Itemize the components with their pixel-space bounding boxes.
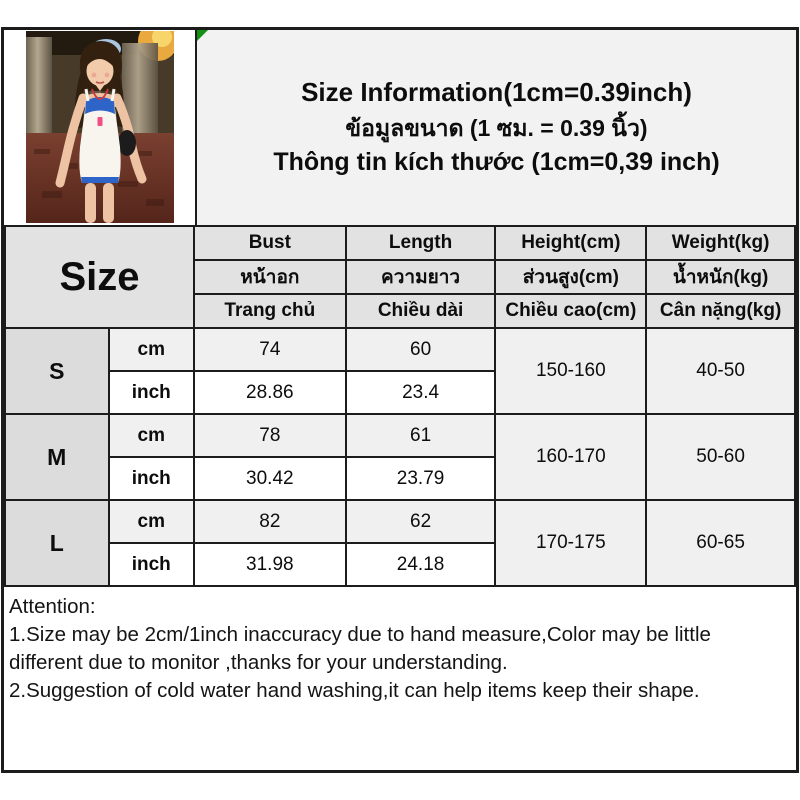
s-length-cm: 60	[346, 328, 496, 371]
col-header-length-th: ความยาว	[346, 260, 496, 294]
unit-label-inch: inch	[109, 457, 194, 500]
l-height-range: 170-175	[495, 500, 646, 586]
col-header-weight-th: น้ำหนัก(kg)	[646, 260, 795, 294]
header-row-english	[5, 226, 795, 260]
size-label-s: S	[5, 328, 109, 414]
col-header-length-en: Length	[346, 226, 496, 260]
l-weight-range: 60-65	[646, 500, 795, 586]
s-bust-inch: 28.86	[194, 371, 346, 414]
col-header-weight-vi: Cân nặng(kg)	[646, 294, 795, 328]
s-weight-range: 40-50	[646, 328, 795, 414]
table-row-m-cm	[5, 414, 795, 457]
col-header-weight-en: Weight(kg)	[646, 226, 795, 260]
s-bust-cm: 74	[194, 328, 346, 371]
attention-note-2: 2.Suggestion of cold water hand washing,it can help items keep their shape.	[9, 678, 700, 702]
table-row-l-cm	[5, 500, 795, 543]
size-label-m: M	[5, 414, 109, 500]
product-photo-illustration	[26, 31, 174, 223]
size-corner-cell: Size	[5, 226, 194, 328]
col-header-height-en: Height(cm)	[495, 226, 646, 260]
size-label-l: L	[5, 500, 109, 586]
size-info-title-block	[197, 30, 796, 225]
attention-section	[4, 587, 796, 770]
l-bust-cm: 82	[194, 500, 346, 543]
size-table	[4, 225, 796, 587]
m-height-range: 160-170	[495, 414, 646, 500]
s-length-inch: 23.4	[346, 371, 496, 414]
col-header-length-vi: Chiều dài	[346, 294, 496, 328]
green-corner-marker-icon	[197, 30, 208, 41]
attention-note-1: 1.Size may be 2cm/1inch inaccuracy due to hand measure,Color may be little different due to monitor ,thanks for your understanding.	[9, 622, 711, 674]
size-chart-panel	[1, 27, 799, 773]
m-length-cm: 61	[346, 414, 496, 457]
product-photo	[4, 30, 197, 225]
m-weight-range: 50-60	[646, 414, 795, 500]
title-thai: ข้อมูลขนาด (1 ซม. = 0.39 นิ้ว)	[345, 115, 648, 142]
l-length-inch: 24.18	[346, 543, 496, 586]
table-row-s-cm	[5, 328, 795, 371]
col-header-height-th: ส่วนสูง(cm)	[495, 260, 646, 294]
unit-label-inch: inch	[109, 543, 194, 586]
m-bust-inch: 30.42	[194, 457, 346, 500]
title-vietnamese: Thông tin kích thước (1cm=0,39 inch)	[273, 148, 720, 177]
col-header-bust-vi: Trang chủ	[194, 294, 346, 328]
col-header-bust-th: หน้าอก	[194, 260, 346, 294]
col-header-bust-en: Bust	[194, 226, 346, 260]
s-height-range: 150-160	[495, 328, 646, 414]
top-section	[4, 30, 796, 225]
unit-label-cm: cm	[109, 414, 194, 457]
m-length-inch: 23.79	[346, 457, 496, 500]
m-bust-cm: 78	[194, 414, 346, 457]
l-length-cm: 62	[346, 500, 496, 543]
unit-label-inch: inch	[109, 371, 194, 414]
l-bust-inch: 31.98	[194, 543, 346, 586]
attention-heading: Attention:	[9, 595, 96, 618]
unit-label-cm: cm	[109, 328, 194, 371]
title-english: Size Information(1cm=0.39inch)	[301, 77, 692, 108]
col-header-height-vi: Chiều cao(cm)	[495, 294, 646, 328]
unit-label-cm: cm	[109, 500, 194, 543]
